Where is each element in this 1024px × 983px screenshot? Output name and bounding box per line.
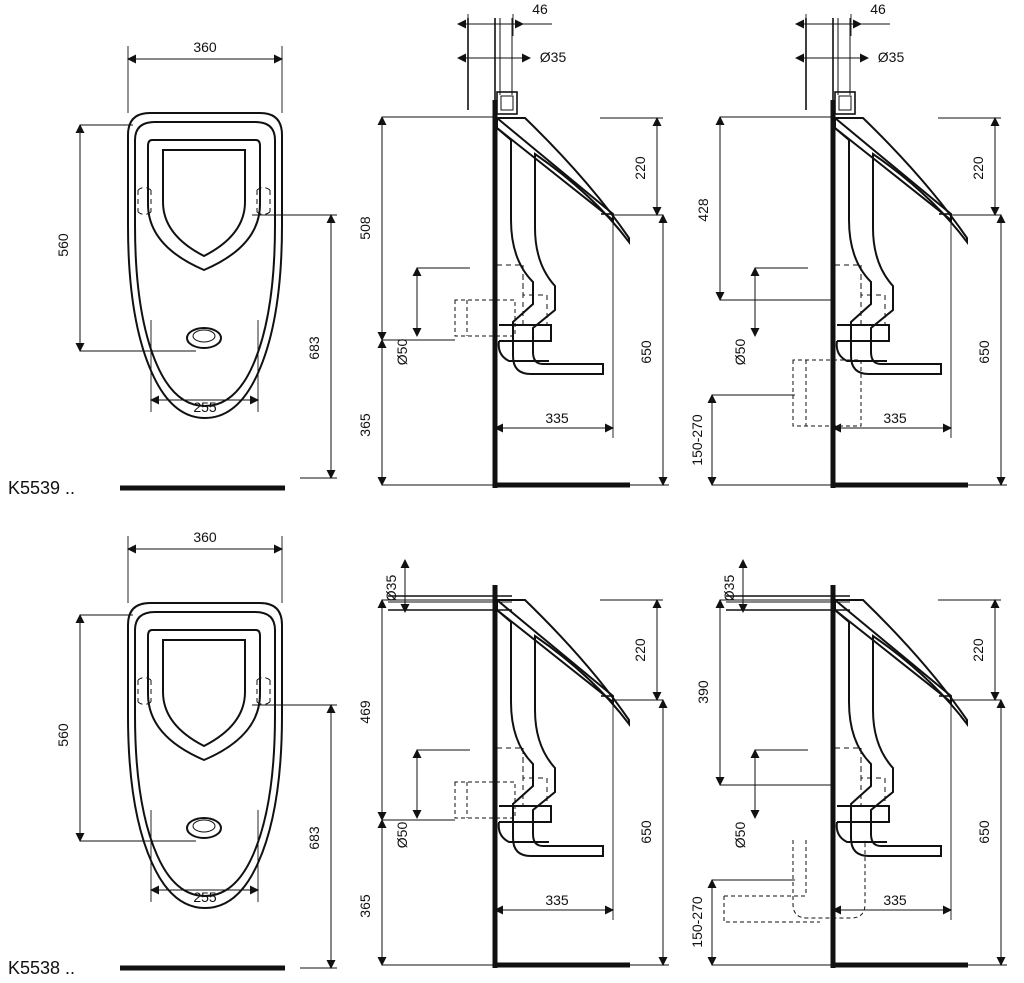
model-label-top: K5539 .. bbox=[8, 478, 76, 498]
dim-335-top-right: 335 bbox=[883, 410, 907, 426]
dim-220-top-left: 220 bbox=[632, 156, 648, 180]
model-label-bottom: K5538 .. bbox=[8, 958, 76, 978]
dim-469: 469 bbox=[357, 700, 373, 724]
dim-d35-top-right: Ø35 bbox=[877, 49, 905, 65]
dim-d50-top-right: Ø50 bbox=[732, 338, 748, 366]
dim-365-top: 365 bbox=[357, 413, 373, 437]
side-view-top-right bbox=[689, 1, 1007, 488]
dim-335-bottom-right: 335 bbox=[883, 892, 907, 908]
dim-46-top-right: 46 bbox=[870, 1, 886, 17]
dim-d35-bottom-left: Ø35 bbox=[383, 574, 399, 602]
dim-650-top-left: 650 bbox=[638, 340, 654, 364]
dim-560-bottom: 560 bbox=[55, 723, 71, 747]
dim-255-top: 255 bbox=[193, 399, 217, 415]
dim-150-270-top: 150-270 bbox=[689, 414, 705, 466]
dim-508: 508 bbox=[357, 216, 373, 240]
dim-d35-top-left: Ø35 bbox=[539, 49, 567, 65]
front-view-bottom bbox=[8, 529, 337, 978]
dim-d50-top-left: Ø50 bbox=[394, 338, 410, 366]
side-view-bottom-left bbox=[357, 560, 669, 968]
dim-683-top: 683 bbox=[306, 336, 322, 360]
dim-365-bottom: 365 bbox=[357, 894, 373, 918]
dim-46-top: 46 bbox=[532, 1, 548, 17]
dim-650-bottom-right: 650 bbox=[976, 820, 992, 844]
dim-d50-bottom-left: Ø50 bbox=[394, 821, 410, 849]
dim-220-top-right: 220 bbox=[970, 156, 986, 180]
dim-683-bottom: 683 bbox=[306, 826, 322, 850]
dim-335-top-left: 335 bbox=[545, 410, 569, 426]
dim-560-top: 560 bbox=[55, 233, 71, 257]
dim-428: 428 bbox=[695, 198, 711, 222]
dim-650-bottom-left: 650 bbox=[638, 820, 654, 844]
dim-150-270-bottom: 150-270 bbox=[689, 896, 705, 948]
dim-220-bottom-left: 220 bbox=[632, 638, 648, 662]
dim-255-bottom: 255 bbox=[193, 889, 217, 905]
dim-360-top: 360 bbox=[193, 39, 217, 55]
side-view-bottom-right bbox=[689, 560, 1007, 968]
dim-650-top-right: 650 bbox=[976, 340, 992, 364]
dim-220-bottom-right: 220 bbox=[970, 638, 986, 662]
side-view-top-left bbox=[357, 1, 669, 488]
dim-d50-bottom-right: Ø50 bbox=[732, 821, 748, 849]
dim-d35-bottom-right: Ø35 bbox=[721, 574, 737, 602]
dim-390: 390 bbox=[695, 680, 711, 704]
dim-335-bottom-left: 335 bbox=[545, 892, 569, 908]
front-view-top bbox=[8, 39, 337, 498]
dim-360-bottom: 360 bbox=[193, 529, 217, 545]
